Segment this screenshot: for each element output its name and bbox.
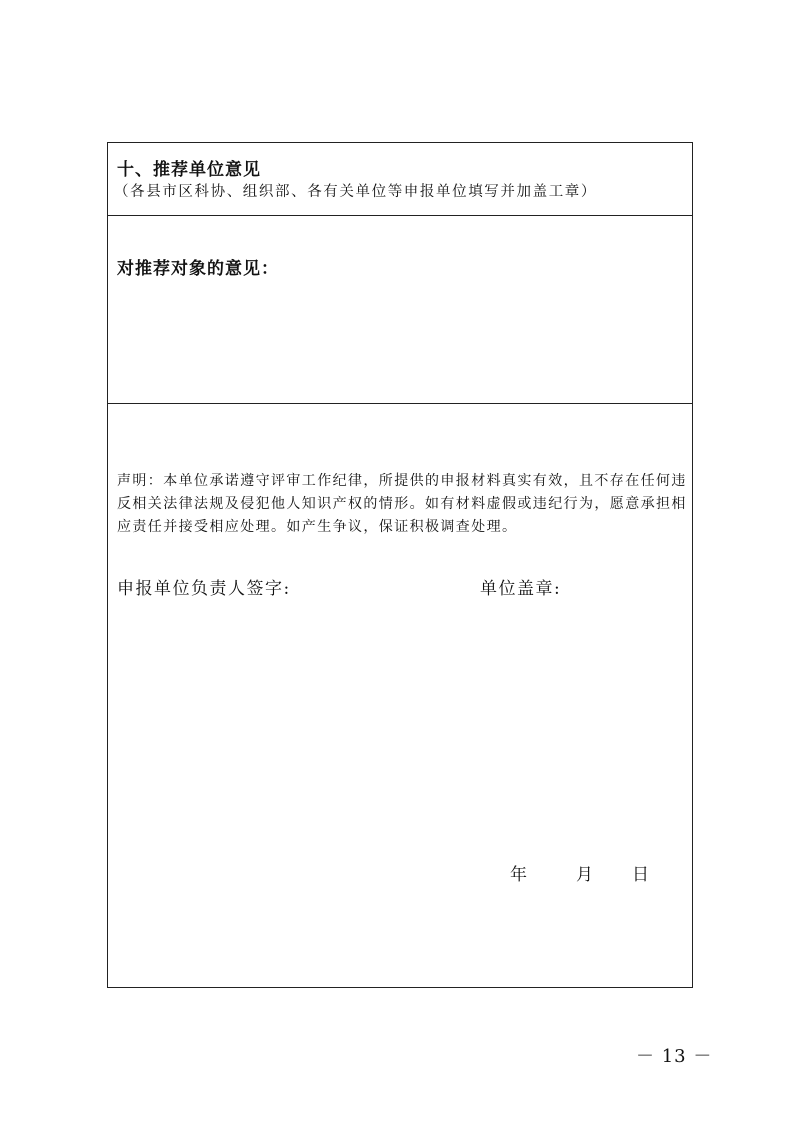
date-line (510, 860, 649, 885)
section-header (108, 143, 692, 216)
signer-label: 申报单位负责人签字: (117, 579, 291, 599)
opinion-label: 对推荐对象的意见： (117, 259, 279, 279)
section-note: （各县市区科协、组织部、各有关单位等申报单位填写并加盖工章） (114, 184, 597, 200)
date-day-label: 日 (632, 865, 649, 885)
date-month-label: 月 (576, 865, 593, 885)
date-year-label: 年 (510, 865, 527, 885)
section-title: 十、推荐单位意见 (117, 160, 261, 180)
declaration-text: 声明：本单位承诺遵守评审工作纪律，所提供的申报材料真实有效，且不存在任何违反相关法律法规及侵犯他人知识产权的情形。如有材料虚假或违纪行为，愿意承担相应责任并接受相应处理。如产生争议，保证积极调查处理。 (117, 473, 687, 535)
page-number: － 13 － (636, 1046, 713, 1067)
seal-label: 单位盖章: (480, 579, 562, 599)
recommendation-form (107, 142, 693, 988)
opinion-field[interactable] (108, 216, 692, 404)
declaration-section (108, 404, 692, 987)
